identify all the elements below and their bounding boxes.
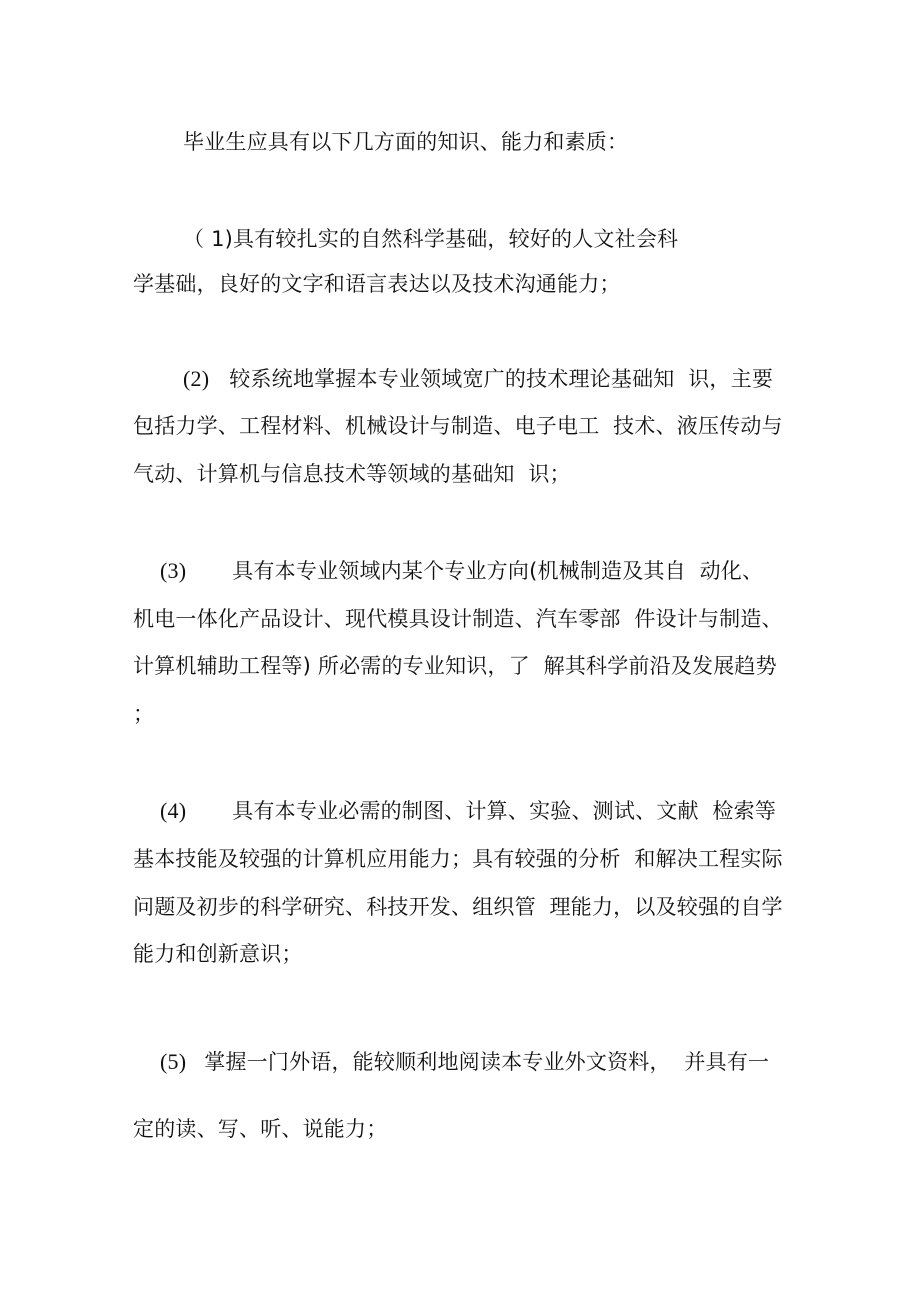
item3-line1: 具有本专业领域内某个专业方向(机械制造及其自 动化、 — [232, 559, 764, 583]
item2-line2: 包括力学、工程材料、机械设计与制造、电子电工 技术、液压传动与 — [133, 414, 783, 438]
item2-first-line — [183, 365, 773, 393]
item5-line1: 掌握一门外语，能较顺利地阅读本专业外文资料， 并具有一 — [204, 1050, 770, 1074]
item5-first-line — [160, 1048, 769, 1076]
item5-line2: 定的读、写、听、说能力； — [133, 1117, 388, 1141]
item3-line4: ； — [133, 702, 155, 726]
item1-line1: （ 1)具有较扎实的自然科学基础，较好的人文社会科 — [183, 227, 679, 251]
item5-number: (5) — [160, 1049, 187, 1074]
item4-line3: 问题及初步的科学研究、科技开发、组织管 理能力，以及较强的自学 — [133, 895, 783, 919]
item3-number: (3) — [160, 558, 187, 583]
intro-line: 毕业生应具有以下几方面的知识、能力和素质： — [183, 130, 629, 154]
item3-line3: 计算机辅助工程等) 所必需的专业知识，了 解其科学前沿及发展趋势 — [133, 654, 777, 678]
item2-line3: 气动、计算机与信息技术等领域的基础知 识； — [133, 462, 571, 486]
item4-line4: 能力和创新意识； — [133, 942, 303, 966]
item3-first-line — [160, 557, 763, 585]
item4-line1: 具有本专业必需的制图、计算、实验、测试、文献 检索等 — [232, 799, 777, 823]
item1-line2: 学基础，良好的文字和语言表达以及技术沟通能力； — [133, 272, 621, 296]
item3-line2: 机电一体化产品设计、现代模具设计制造、汽车零部 件设计与制造、 — [133, 607, 783, 631]
item2-number: (2) — [183, 366, 210, 391]
item4-line2: 基本技能及较强的计算机应用能力；具有较强的分析 和解决工程实际 — [133, 847, 783, 871]
item4-number: (4) — [160, 798, 187, 823]
item2-line1: 较系统地掌握本专业领域宽广的技术理论基础知 识，主要 — [229, 367, 774, 391]
item4-first-line — [160, 797, 776, 825]
